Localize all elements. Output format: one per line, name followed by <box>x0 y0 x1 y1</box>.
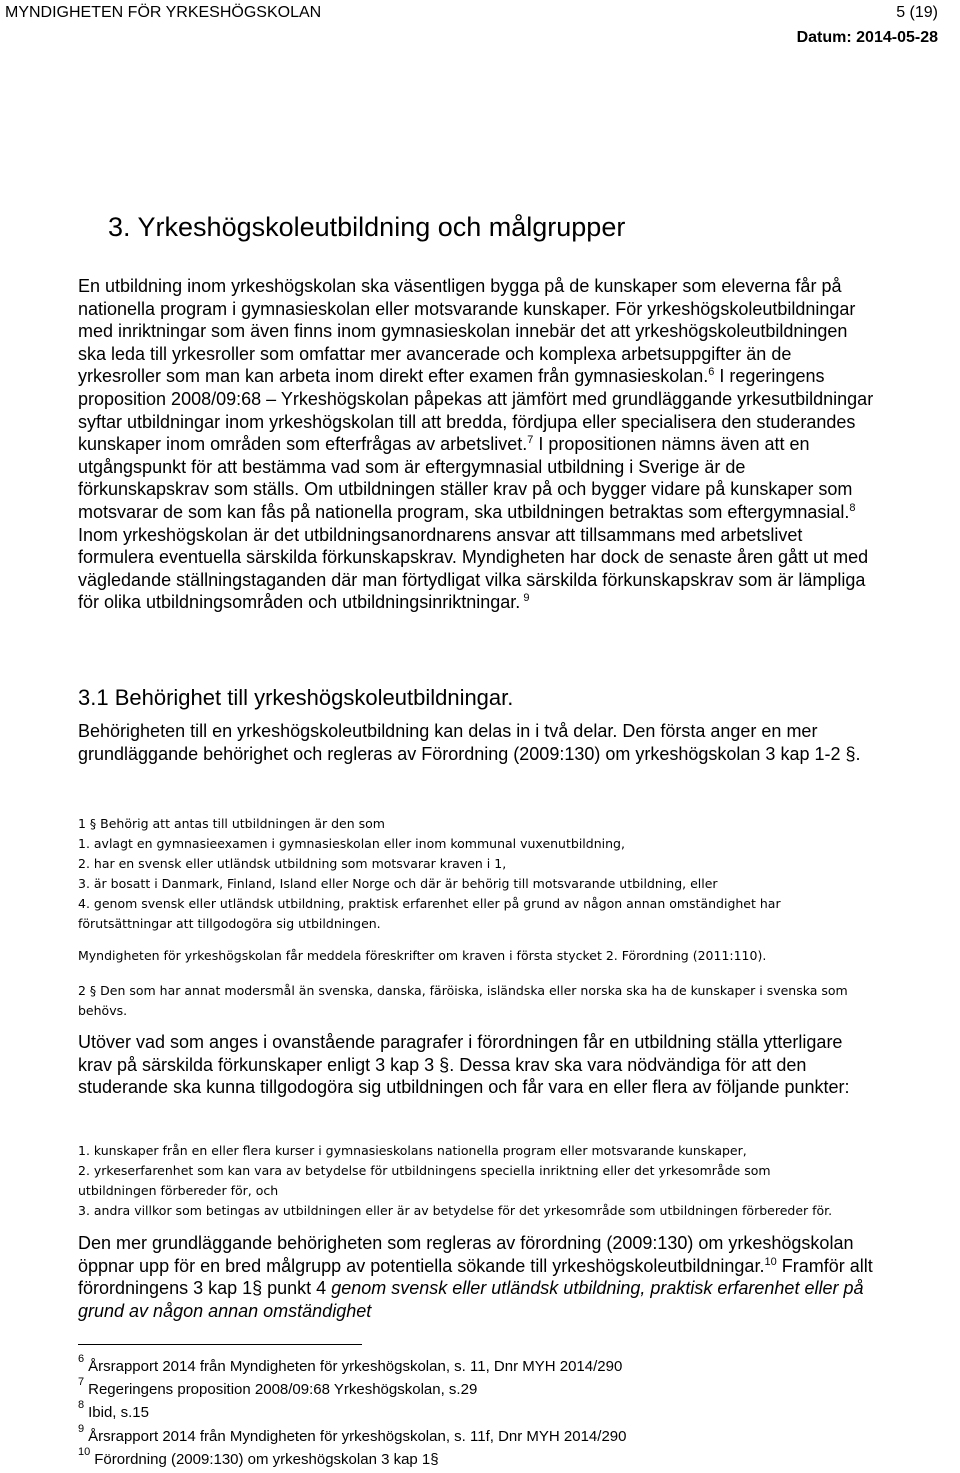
footnote-number: 8 <box>78 1399 85 1411</box>
law-line: förutsättningar att tillgodogöra sig utbildningen. <box>78 916 381 931</box>
law-line: 2. har en svensk eller utländsk utbildning som motsvarar kraven i 1, <box>78 856 507 871</box>
footnote-separator <box>78 1344 362 1345</box>
header-meta <box>797 4 938 47</box>
footnote-9 <box>78 1423 627 1446</box>
footnote-ref-10[interactable]: 10 <box>764 1255 777 1268</box>
header-organization: MYNDIGHETEN FÖR YRKESHÖGSKOLAN <box>5 4 322 21</box>
footnote-text: Förordning (2009:130) om yrkeshögskolan 3 kap 1§ <box>94 1451 439 1468</box>
law-line: 2 § Den som har annat modersmål än svenska, danska, färöiska, isländska eller norska ska ha de kunskaper i svenska som <box>78 983 848 998</box>
section-3-1-intro: Behörigheten till en yrkeshögskoleutbildning kan delas in i två delar. Den första anger en mer grundläggande behörighet och regleras av Förordning (2009:130) om yrkeshögskolan 3 kap 1-2 §. <box>78 721 861 764</box>
footnote-ref-9[interactable]: 9 <box>520 592 530 605</box>
paragraph-part: En utbildning inom yrkeshögskolan ska väsentligen bygga på de kunskaper som eleverna får på nationella program i gymnasieskolan eller motsvarande kunskaper. För yrkeshögskoleutbildningar med inriktningar som även finns inom gymnasieskolan innebär det att yrkeshögskoleutbildningen ska leda till yrkesroller som omfattar mer avancerade och komplexa arbetsuppgifter än de yrkesroller som man kan arbeta inom direkt efter examen från gymnasieskolan. <box>78 276 856 387</box>
paragraph-part: Den mer grundläggande behörigheten som regleras av förordning (2009:130) om yrkeshögskolan öppnar upp för en bred målgrupp av potentiella sökande till yrkeshögskoleutbildningar. <box>78 1233 854 1276</box>
footnote-ref-8[interactable]: 8 <box>849 501 856 514</box>
footnote-7 <box>78 1376 478 1399</box>
footnote-number: 7 <box>78 1376 85 1388</box>
page-number: 5 (19) <box>896 4 938 21</box>
paragraph-part: I regeringens proposition 2008/09:68 – Yrkeshögskolan påpekas att jämfört med grundläggande yrkesutbildningar syftar utbildningar inom yrkeshögskolan till att bredda, fördjupa eller specialisera den studerandes kunskaper inom områden som efterfrågas av arbetslivet. <box>78 366 874 455</box>
paragraph-part: I propositionen nämns även att en utgångspunkt för att bestämma vad som är eftergymnasial utbildning i Sverige är de förkunskapskrav som ställs. Om utbildningen ställer krav på och bygger vidare på kunskaper som motsvarar de som kan fås på nationella program, ska utbildningen betraktas som eftergymnasial. <box>78 434 853 522</box>
footnote-number: 6 <box>78 1353 85 1365</box>
law-block <box>78 814 878 934</box>
law-note-line: Myndigheten för yrkeshögskolan får meddela föreskrifter om kraven i första stycket 2. Förordning (2011:110). <box>78 948 767 963</box>
law-line: 1 § Behörig att antas till utbildningen är den som <box>78 816 385 831</box>
footnote-number: 9 <box>78 1423 85 1435</box>
section-3-1-paragraph-2: Utöver vad som anges i ovanstående paragrafer i förordningen får en utbildning ställa ytterligare krav på särskilda förkunskaper enligt 3 kap 3 §. Dessa krav ska vara nödvändiga för att den studerande ska kunna tillgodogöra sig utbildningen och får vara en eller flera av följande punkter: <box>78 1032 850 1098</box>
footnote-8 <box>78 1399 149 1422</box>
section-3-paragraph <box>78 275 878 614</box>
footnote-text: Ibid, s.15 <box>88 1404 149 1421</box>
paragraph-part: Framför allt förordningens 3 kap 1§ punkt 4 <box>78 1255 873 1299</box>
list-item: 3. andra villkor som betingas av utbildningen eller är av betydelse för det yrkesområde som utbildningen förbereder för. <box>78 1203 833 1218</box>
footnote-6 <box>78 1353 623 1376</box>
document-date: Datum: 2014-05-28 <box>796 29 938 46</box>
footnote-text: Regeringens proposition 2008/09:68 Yrkeshögskolan, s.29 <box>88 1381 478 1398</box>
list-item: 2. yrkeserfarenhet som kan vara av betydelse för utbildningens speciella inriktning eller det yrkesområde som <box>78 1163 771 1178</box>
section-3-heading: 3. Yrkeshögskoleutbildning och målgrupper <box>108 212 626 242</box>
footnote-ref-6[interactable]: 6 <box>708 366 715 379</box>
law-line: 4. genom svensk eller utländsk utbildning, praktisk erfarenhet eller på grund av någon annan omständighet har <box>78 896 781 911</box>
paragraph-part: Inom yrkeshögskolan är det utbildningsanordnarens ansvar att tillsammans med arbetslivet formulera eventuella särskilda förkunskapskrav. Myndigheten har dock de senaste åren gått ut med vägledande ställningstaganden där man förtydligat vilka särskilda förkunskapskrav som är lämpliga för olika utbildningsområden och utbildningsinriktningar. <box>78 524 869 613</box>
footnote-text: Årsrapport 2014 från Myndigheten för yrkeshögskolan, s. 11f, Dnr MYH 2014/290 <box>88 1428 627 1445</box>
section-3-1-heading: 3.1 Behörighet till yrkeshögskoleutbildningar. <box>78 685 514 710</box>
list-item: 1. kunskaper från en eller flera kurser i gymnasieskolans nationella program eller motsvarande kunskaper, <box>78 1143 747 1158</box>
law-line: 3. är bosatt i Danmark, Finland, Island eller Norge och där är behörig till motsvarande utbildning, eller <box>78 876 718 891</box>
additional-requirements-list <box>78 1141 878 1221</box>
law-paragraph-2 <box>78 981 878 1021</box>
footnote-10 <box>78 1446 439 1469</box>
quoted-clause: genom svensk eller utländsk utbildning, praktisk erfarenhet eller på grund av någon annan omständighet <box>78 1278 864 1321</box>
law-line: behövs. <box>78 1003 128 1018</box>
footnote-number: 10 <box>78 1446 91 1458</box>
footnote-ref-7[interactable]: 7 <box>527 434 534 447</box>
law-note <box>78 946 878 966</box>
list-item: utbildningen förbereder för, och <box>78 1183 279 1198</box>
footnote-text: Årsrapport 2014 från Myndigheten för yrkeshögskolan, s. 11, Dnr MYH 2014/290 <box>88 1358 623 1375</box>
section-3-1-paragraph-3 <box>78 1232 878 1322</box>
law-line: 1. avlagt en gymnasieexamen i gymnasieskolan eller inom kommunal vuxenutbildning, <box>78 836 625 851</box>
